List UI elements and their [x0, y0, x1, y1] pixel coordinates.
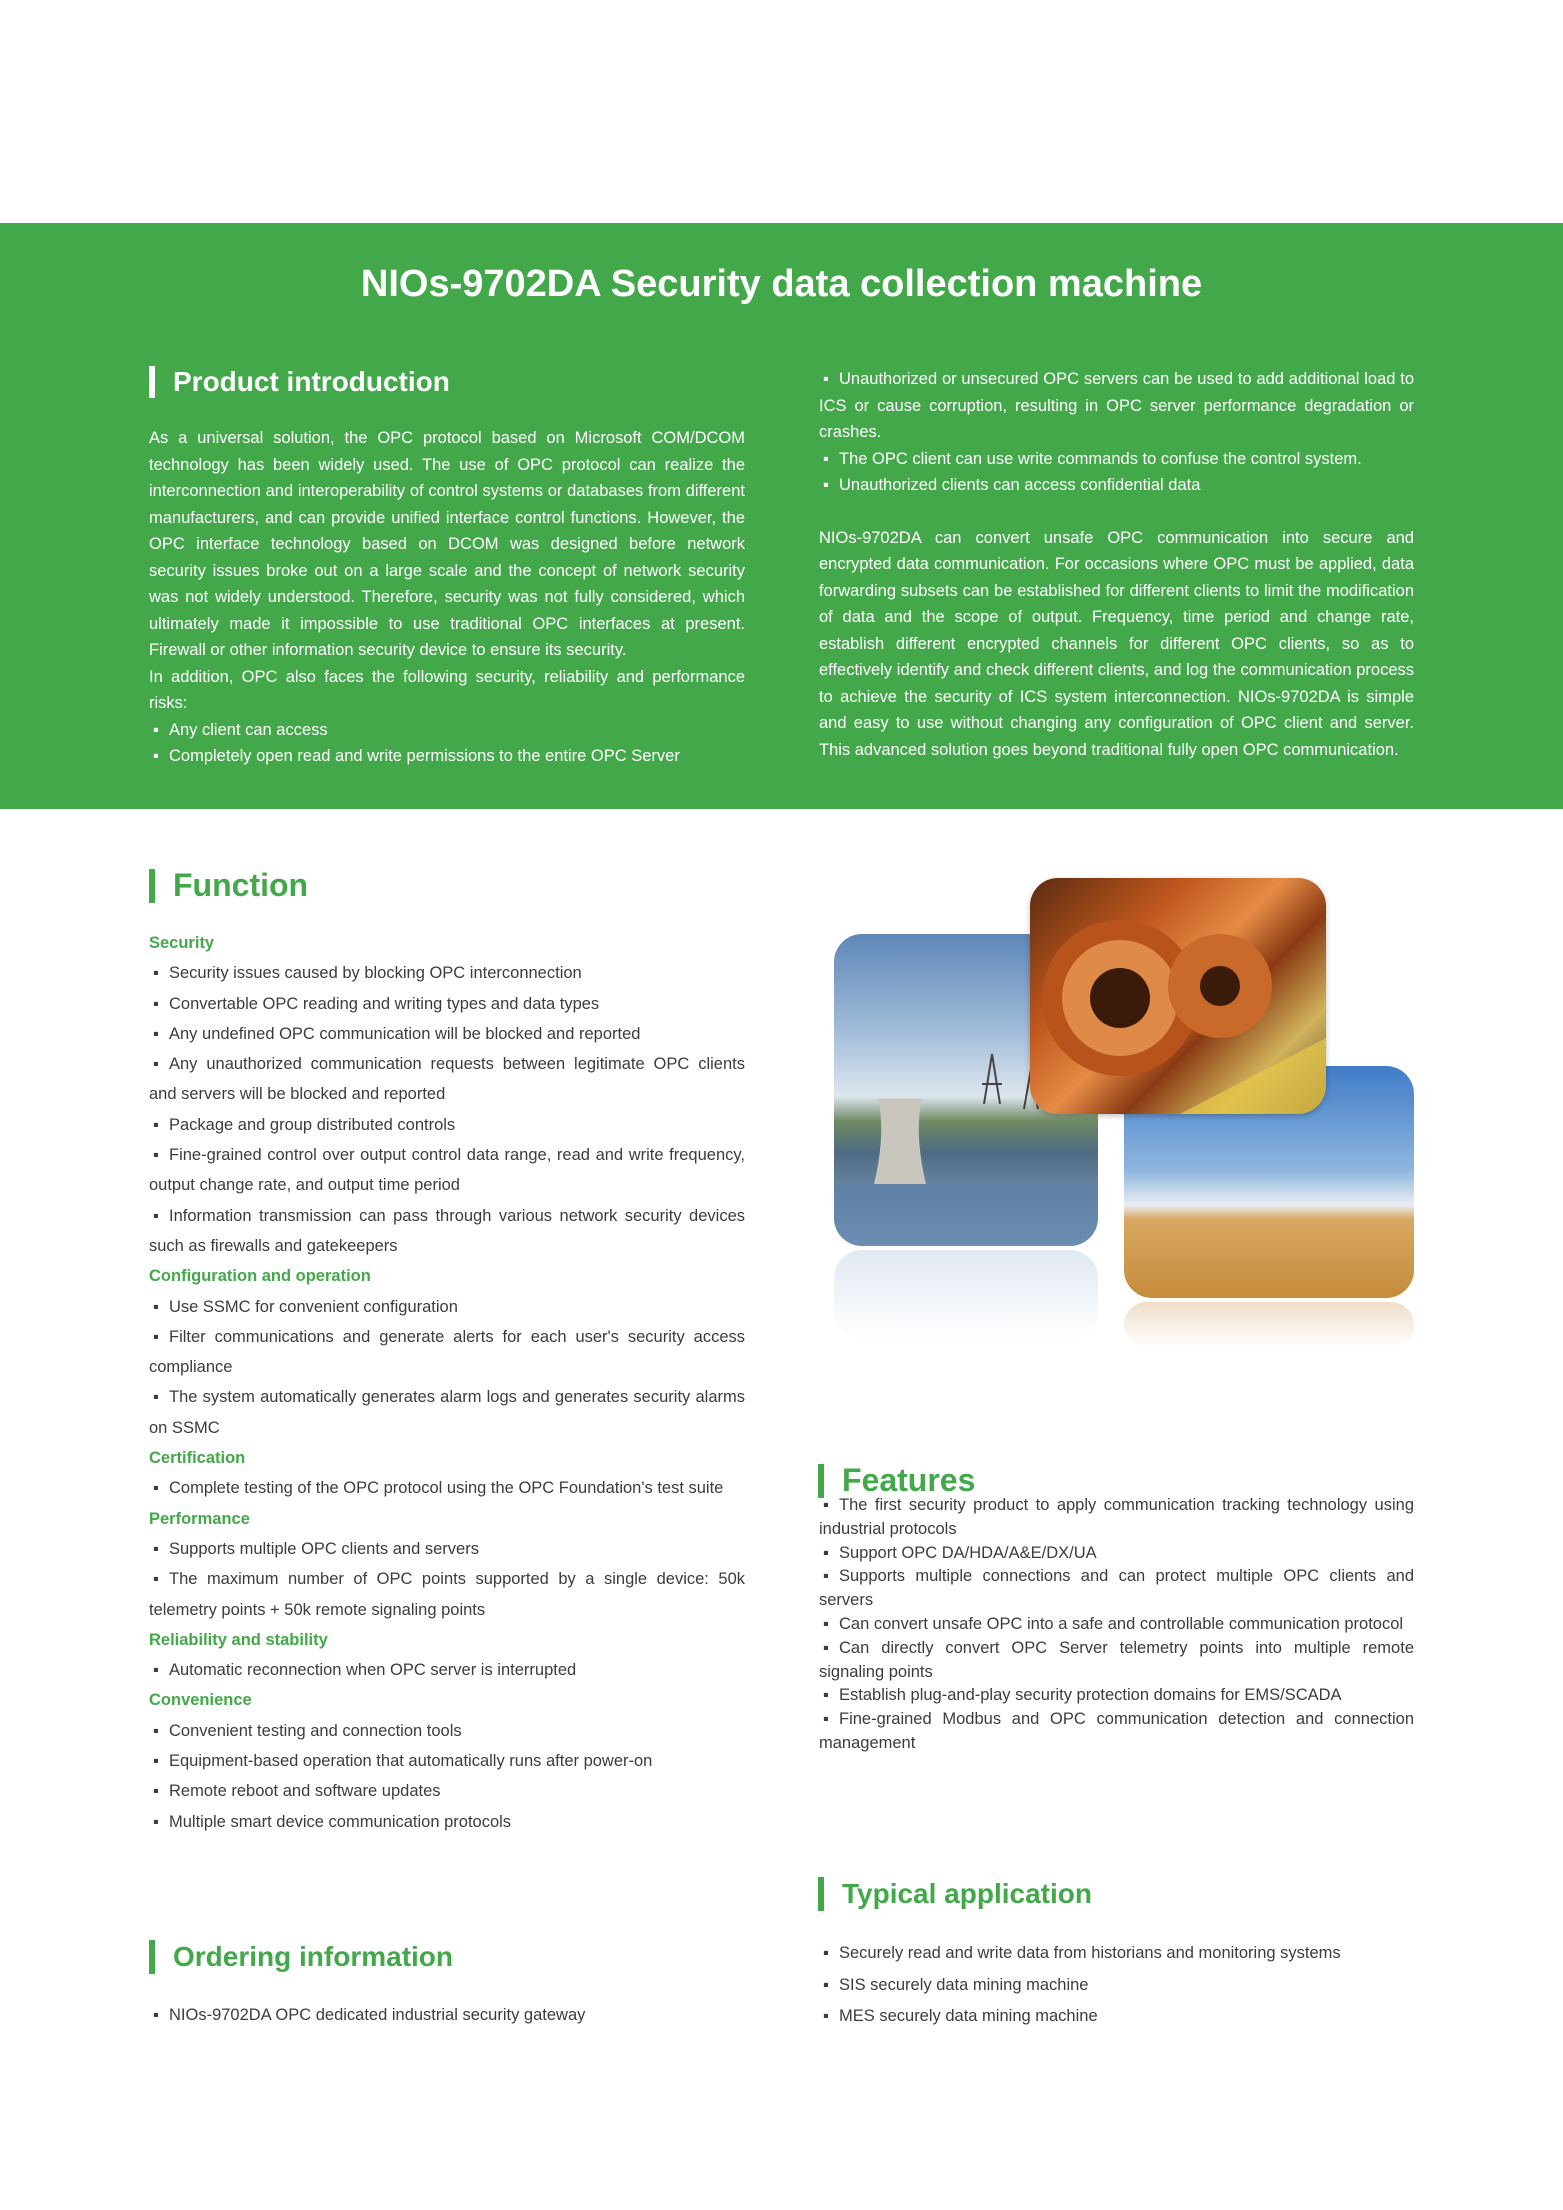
function-item: ▪ Any unauthorized communication requests between legitimate OPC clients and servers will be blocked and reported: [149, 1055, 745, 1104]
function-item: ▪ Convertable OPC reading and writing types and data types: [153, 994, 600, 1013]
heading-bar: [818, 1877, 824, 1911]
function-item: ▪ Information transmission can pass through various network security devices such as firewalls and gatekeepers: [149, 1206, 745, 1255]
intro-heading-text: Product introduction: [173, 366, 450, 397]
risk-item: ▪ Completely open read and write permissions to the entire OPC Server: [153, 747, 680, 765]
function-item: ▪ Use SSMC for convenient configuration: [153, 1297, 458, 1316]
function-item: ▪ The system automatically generates alarm logs and generates security alarms on SSMC: [149, 1388, 745, 1437]
function-item: ▪ Remote reboot and software updates: [153, 1782, 441, 1801]
features-heading-text: Features: [842, 1462, 976, 1498]
intro-paragraph-1: As a universal solution, the OPC protocol based on Microsoft COM/DCOM technology has been widely used. The use of OPC protocol can realize the interconnection and interoperability of control systems or databases from different manufacturers, and can provide unified interface control functions. However, the OPC interface technology based on DCOM was designed before network security issues broke out on a large scale and the concept of network security was not widely understood. Therefore, security was not fully considered, which ultimately made it impossible to use traditional OPC interfaces at present. Firewall or other information security device to ensure its security.: [149, 429, 745, 659]
feature-item: ▪ Can convert unsafe OPC into a safe and controllable communication protocol: [823, 1614, 1404, 1633]
risk-item: ▪ Unauthorized or unsecured OPC servers can be used to add additional load to ICS or cause corruption, resulting in OPC server performance degradation or crashes.: [819, 370, 1414, 441]
feature-item: ▪ Support OPC DA/HDA/A&E/DX/UA: [823, 1543, 1097, 1562]
function-item: ▪ Security issues caused by blocking OPC interconnection: [153, 964, 582, 983]
page-title: NIOs-9702DA Security data collection machine: [360, 263, 1203, 305]
function-item: ▪ Multiple smart device communication protocols: [153, 1812, 512, 1831]
ordering-heading-text: Ordering information: [173, 1941, 453, 1972]
function-heading: [149, 867, 308, 904]
features-list: [819, 1494, 1414, 1756]
function-item: ▪ Any undefined OPC communication will be blocked and reported: [153, 1024, 641, 1043]
typical-item: ▪ MES securely data mining machine: [823, 2007, 1098, 2025]
feature-item: ▪ Fine-grained Modbus and OPC communication detection and connection management: [819, 1710, 1414, 1752]
typical-item: ▪ SIS securely data mining machine: [823, 1975, 1089, 1994]
copper-coils-factory-photo: [1030, 878, 1326, 1114]
intro-left-column: [149, 425, 745, 770]
heading-bar: [149, 869, 155, 903]
ordering-list: [149, 2000, 745, 2032]
function-group-title: Configuration and operation: [149, 1267, 371, 1286]
feature-item: ▪ Can directly convert OPC Server telemetry points into multiple remote signaling points: [819, 1638, 1414, 1681]
intro-paragraph-3: NIOs-9702DA can convert unsafe OPC communication into secure and encrypted data communication. For occasions where OPC must be applied, data forwarding subsets can be established for different clients to limit the modification of data and the scope of output. Frequency, time period and change rate, establish different encrypted channels for different OPC clients, so as to effectively identify and check different clients, and log the communication process to achieve the security of ICS system interconnection. NIOs-9702DA is simple and easy to use without changing any configuration of OPC client and server. This advanced solution goes beyond traditional fully open OPC communication.: [819, 528, 1414, 759]
risk-item: ▪ Unauthorized clients can access confidential data: [823, 476, 1201, 494]
function-item: ▪ Convenient testing and connection tools: [153, 1721, 462, 1740]
heading-bar: [149, 366, 155, 398]
photo-collage: [834, 878, 1414, 1348]
risk-item: ▪ Any client can access: [153, 720, 328, 739]
heading-bar: [818, 1464, 824, 1498]
function-item: ▪ Equipment-based operation that automatically runs after power-on: [153, 1752, 653, 1771]
reflection: [1124, 1302, 1414, 1348]
intro-right-column: [819, 366, 1414, 763]
typical-heading-text: Typical application: [842, 1878, 1092, 1909]
function-item: ▪ The maximum number of OPC points supported by a single device: 50k telemetry points + 50k remote signaling points: [149, 1570, 745, 1619]
function-item: ▪ Fine-grained control over output control data range, read and write frequency, output change rate, and output time period: [149, 1146, 745, 1195]
heading-bar: [149, 1940, 155, 1974]
reflection: [834, 1250, 1098, 1340]
function-item: ▪ Automatic reconnection when OPC server is interrupted: [153, 1661, 577, 1680]
feature-item: ▪ The first security product to apply communication tracking technology using industrial protocols: [819, 1496, 1414, 1538]
typical-heading: [818, 1877, 1092, 1911]
typical-list: [819, 1938, 1414, 2033]
typical-item: ▪ Securely read and write data from historians and monitoring systems: [823, 1944, 1341, 1962]
ordering-heading: [149, 1940, 453, 1974]
ordering-item: ▪ NIOs-9702DA OPC dedicated industrial security gateway: [153, 2006, 586, 2024]
function-item: ▪ Supports multiple OPC clients and servers: [153, 1539, 479, 1558]
intro-paragraph-2: In addition, OPC also faces the following security, reliability and performance risks:: [149, 667, 745, 712]
function-group-title: Reliability and stability: [149, 1630, 328, 1649]
function-group-title: Performance: [149, 1509, 250, 1528]
function-group-title: Certification: [149, 1449, 246, 1468]
feature-item: ▪ Establish plug-and-play security protection domains for EMS/SCADA: [823, 1686, 1342, 1705]
function-item: ▪ Filter communications and generate alerts for each user's security access compliance: [149, 1327, 745, 1377]
function-group-title: Security: [149, 934, 215, 952]
risk-item: ▪ The OPC client can use write commands to confuse the control system.: [823, 449, 1362, 468]
feature-item: ▪ Supports multiple connections and can protect multiple OPC clients and servers: [819, 1567, 1414, 1610]
copper-coil-icon: [1030, 878, 1326, 1114]
function-item: ▪ Package and group distributed controls: [153, 1115, 456, 1134]
function-item: ▪ Complete testing of the OPC protocol using the OPC Foundation's test suite: [153, 1479, 724, 1498]
function-list: [149, 928, 745, 1837]
function-heading-text: Function: [173, 867, 309, 903]
intro-heading: [149, 366, 450, 398]
function-group-title: Convenience: [149, 1691, 252, 1710]
